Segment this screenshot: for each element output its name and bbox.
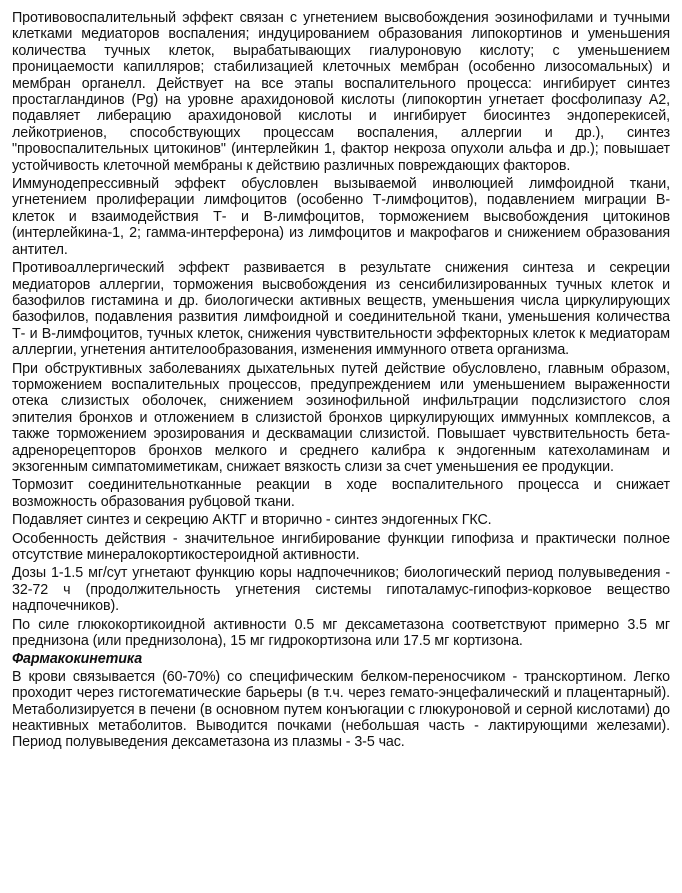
paragraph-obstructive-diseases: При обструктивных заболеваниях дыхательных путей действие обусловлено, главным образом, торможением воспалительных процессов, предупреждением или уменьшением выраженности отека слизистых оболочек, снижением эозинофильной инфильтрации подслизистого слоя эпителия бронхов и отложением в слизистой бронхов циркулирующих иммунных комплексов, а также торможением эрозирования и десквамации слизистой. Повышает чувствительность бета-адренорецепторов бронхов мелкого и среднего калибра к эндогенным катехоламинам и экзогенным симпатомиметикам, снижает вязкость слизи за счет уменьшения ее продукции. — [12, 360, 670, 475]
paragraph-acth-suppression: Подавляет синтез и секрецию АКТГ и вторично - синтез эндогенных ГКС. — [12, 512, 492, 529]
paragraph-glucocorticoid-equivalence: По силе глюкокортикоидной активности 0.5 мг дексаметазона соответствуют примерно 3.5 мг преднизона (или преднизолона), 15 мг гидрокортизона или 17.5 мг кортизона. — [12, 616, 670, 650]
paragraph-anti-allergic-effect: Противоаллергический эффект развивается в результате снижения синтеза и секреции медиаторов аллергии, торможения высвобождения из сенсибилизированных тучных клеток и базофилов гистамина и др. биологически активных веществ, уменьшения числа циркулирующих базофилов, подавления развития лимфоидной и соединительной ткани, уменьшения количества Т- и В-лимфоцитов, тучных клеток, снижения чувствительности эффекторных клеток к медиаторам аллергии, угнетения антителообразования, изменения иммунного ответа организма. — [12, 260, 670, 359]
section-heading-pharmacokinetics: Фармакокинетика — [12, 651, 143, 668]
paragraph-dosage: Дозы 1-1.5 мг/сут угнетают функцию коры надпочечников; биологический период полувыведения - 32-72 ч (продолжительность угнетения системы гипоталамус-гипофиз-корковое вещество надпочечников). — [12, 565, 670, 615]
document-page — [12, 10, 670, 753]
paragraph-immunosuppressive-effect: Иммунодепрессивный эффект обусловлен вызываемой инволюцией лимфоидной ткани, угнетением пролиферации лимфоцитов (особенно Т-лимфоцитов), подавлением миграции В-клеток и взаимодействия Т- и В-лимфоцитов, торможением высвобождения цитокинов (интерлейкина-1, 2; гамма-интерферона) из лимфоцитов и макрофагов и снижением образования антител. — [12, 176, 670, 258]
paragraph-anti-inflammatory-effect: Противовоспалительный эффект связан с угнетением высвобождения эозинофилами и тучными клетками медиаторов воспаления; индуцированием образования липокортинов и уменьшения количества тучных клеток, вырабатывающих гиалуроновую кислоту; с уменьшением проницаемости капилляров; стабилизацией клеточных мембран (особенно лизосомальных) и мембран органелл. Действует на все этапы воспалительного процесса: ингибирует синтез простагландинов (Pg) на уровне арахидоновой кислоты (липокортин угнетает фосфолипазу А2, подавляет либерацию арахидоновой кислоты и ингибирует биосинтез эндоперекисей, лейкотриенов, способствующих процессам воспаления, аллергии и др.), синтез "провоспалительных цитокинов" (интерлейкин 1, фактор некроза опухоли альфа и др.); повышает устойчивость клеточной мембраны к действию различных повреждающих факторов. — [12, 10, 670, 174]
paragraph-pharmacokinetics: В крови связывается (60-70%) со специфическим белком-переносчиком - транскортином. Легко проходит через гистогематические барьеры (в т.ч. через гемато-энцефалический и плацентарный). Метаболизируется в печени (в основном путем конъюгации с глюкуроновой и серной кислотами) до неактивных метаболитов. Выводится почками (небольшая часть - лактирующими железами). Период полувыведения дексаметазона из плазмы - 3-5 час. — [12, 668, 670, 751]
paragraph-action-feature: Особенность действия - значительное ингибирование функции гипофиза и практически полное отсутствие минералокортикостероидной активности. — [12, 530, 670, 563]
paragraph-connective-tissue: Тормозит соединительнотканные реакции в ходе воспалительного процесса и снижает возможность образования рубцовой ткани. — [12, 477, 670, 510]
